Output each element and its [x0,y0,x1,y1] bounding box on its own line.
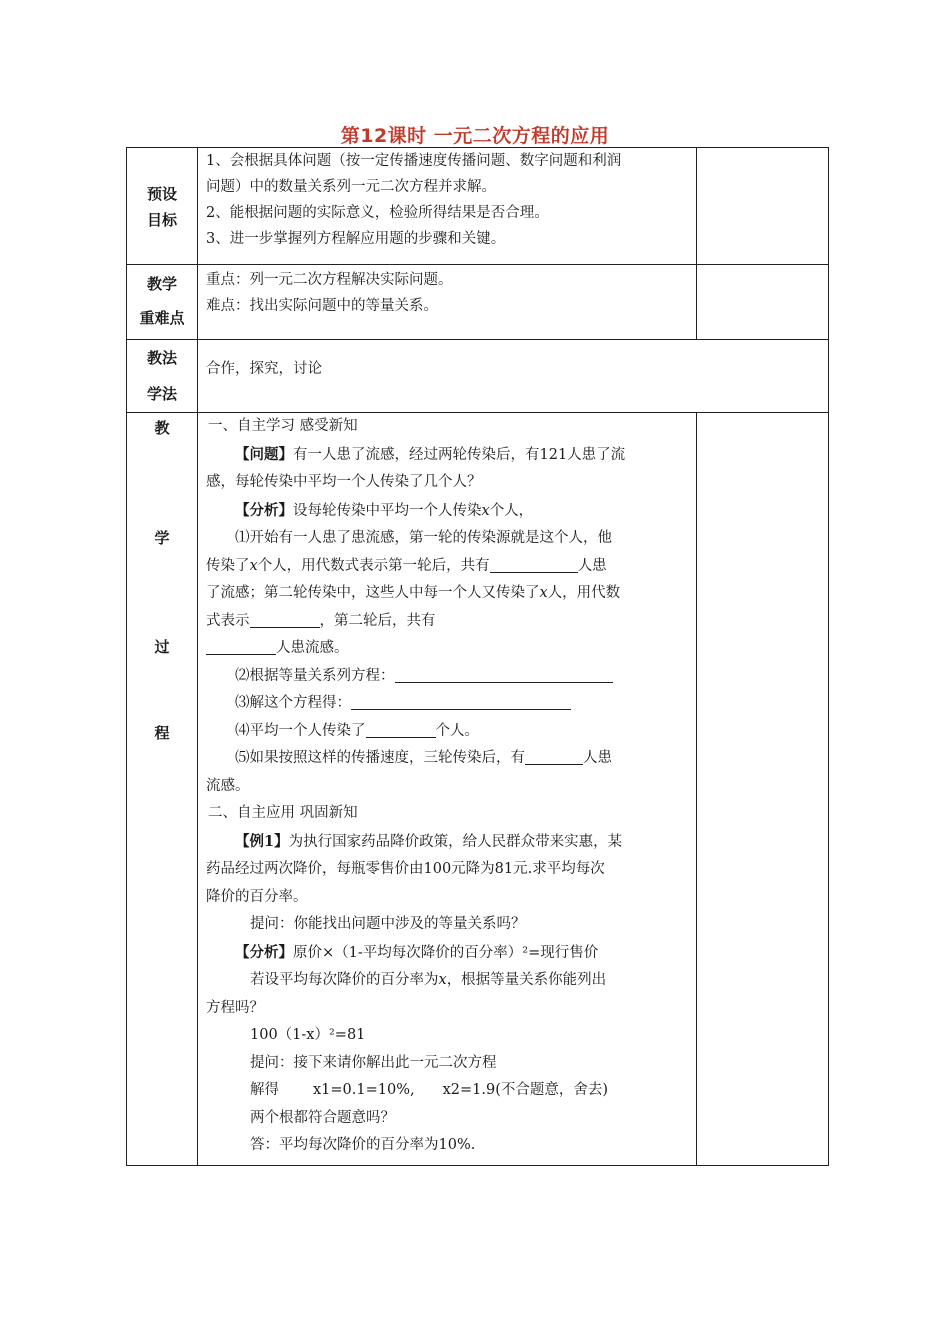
q1-line-1: ⑴开始有一人患了患流感，第一轮的传染源就是这个人，他 [235,530,612,546]
q3-text: ⑶解这个方程得： [235,695,351,711]
q1-e: 人患流感。 [276,640,349,656]
q2-text: ⑵根据等量关系列方程： [235,667,395,684]
methods-text: 合作，探究，讨论 [206,361,322,377]
example-analysis [206,939,686,968]
blank-third-round[interactable] [525,746,583,765]
q1-b1: 传染了 [206,557,250,574]
q5-line-2: 流感。 [206,777,250,794]
q3-line [206,690,686,718]
methods-row [127,340,829,413]
q1-line-2 [206,553,686,581]
example-line-1 [206,828,686,857]
analysis-end: 个人， [489,502,534,519]
solution-label: 解得 [250,1082,279,1098]
goals-line-2: 问题）中的数量关系列一元二次方程并求解。 [206,179,496,195]
blank-per-person[interactable] [366,719,436,738]
var-x: x [539,585,548,601]
var-x: x [481,502,490,519]
methods-label [127,340,198,413]
analysis-text: 设每轮传染中平均一个人传染 [293,502,482,519]
goals-content [198,148,697,265]
process-label-4: 程 [154,723,170,742]
keys-label-2: 重难点 [139,309,185,327]
problem-text-a: 有一人患了流感，经过两轮传染后，有121人患了流 [293,446,626,463]
problem-line-2: 感，每轮传染中平均一个人传染了几个人？ [206,474,482,490]
set-b: ，根据等量关系你能列出 [446,972,607,988]
process-row [127,413,829,1166]
goals-label-2: 目标 [146,211,177,229]
q5-a: ⑸如果按照这样的传播速度，三轮传染后，有 [235,750,525,766]
page-title: 第12课时 一元二次方程的应用 [340,125,610,147]
blank-solution[interactable] [351,691,571,710]
process-notes [697,413,829,1166]
q1-d2: ，第二轮后，共有 [319,612,436,629]
q1-line-3 [206,580,686,608]
solution-x1: x1=0.1=10%, [313,1082,415,1098]
process-label [127,413,198,1166]
problem-line-1 [206,441,686,470]
goals-line-1: 1、会根据具体问题（按一定传播速度传播问题、数字问题和利润 [206,153,622,169]
problem-tag: 【问题】 [235,445,293,463]
question-1: 提问：你能找出问题中涉及的等量关系吗？ [250,916,526,932]
blank-first-round[interactable] [490,554,578,573]
answer-line: 答：平均每次降价的百分率为10%. [250,1137,476,1153]
q4-a: ⑷平均一个人传染了 [235,722,366,739]
set-line-2: 方程吗？ [206,999,264,1016]
goals-label-1: 预设 [146,185,177,203]
goals-label [127,148,198,265]
q1-d1: 式表示 [206,612,250,629]
solution-line [206,1077,686,1105]
process-label-2: 学 [154,528,170,547]
methods-content [198,340,829,413]
section-2-heading: 二、自主应用 巩固新知 [208,805,358,821]
methods-label-2: 学法 [146,385,177,403]
analysis-line [206,497,686,526]
keys-row [127,265,829,340]
blank-expression[interactable] [250,609,320,628]
q1-b2: 个人，用代数式表示第一轮后，共有 [257,557,490,574]
goals-notes [697,148,829,265]
q1-line-4 [206,608,686,636]
keys-notes [697,265,829,340]
example-line-3: 降价的百分率。 [206,888,308,905]
q1-c2: 人，用代数 [547,585,621,601]
section-1-heading: 一、自主学习 感受新知 [208,418,358,434]
example-analysis-text: 原价×（1-平均每次降价的百分率）²=现行售价 [293,944,599,961]
set-a: 若设平均每次降价的百分率为 [250,972,439,988]
example-line-2: 药品经过两次降价，每瓶零售价由100元降为81元.求平均每次 [206,861,605,877]
process-label-1: 教 [154,419,170,437]
methods-label-1: 教法 [146,349,177,367]
question-2: 提问：接下来请你解出此一元二次方程 [250,1054,497,1071]
blank-equation[interactable] [395,664,613,683]
set-line [206,967,686,995]
solution-x2: x2=1.9(不合题意，舍去) [442,1082,609,1098]
example-tag: 【例1】 [235,832,289,850]
example-analysis-tag: 【分析】 [235,943,293,961]
var-x: x [438,972,447,988]
process-content [198,413,697,1166]
difficult-point: 难点：找出实际问题中的等量关系。 [206,298,438,314]
q1-line-5 [206,635,686,663]
process-label-3: 过 [154,638,170,656]
analysis-tag: 【分析】 [235,501,293,519]
q2-line [206,663,686,691]
blank-second-round[interactable] [206,636,276,655]
key-point: 重点：列一元二次方程解决实际问题。 [206,272,453,288]
goals-row [127,148,829,265]
var-x: x [249,557,258,574]
goals-line-3: 2、能根据问题的实际意义，检验所得结果是否合理。 [206,205,549,221]
keys-label-1: 教学 [146,275,177,293]
q5-line [206,745,686,773]
equation: 100（1-x）²=81 [250,1027,366,1043]
q1-c1: 了流感；第二轮传染中，这些人中每一个人又传染了 [206,585,540,601]
keys-label [127,265,198,340]
lesson-plan-table [126,147,829,1166]
check-line: 两个根都符合题意吗？ [250,1109,395,1126]
q5-b: 人患 [583,750,612,766]
q4-line [206,718,686,746]
example-text-a: 为执行国家药品降价政策，给人民群众带来实惠，某 [288,833,623,850]
q1-b3: 人患 [577,557,607,574]
q4-b: 个人。 [435,722,479,739]
goals-line-4: 3、进一步掌握列方程解应用题的步骤和关键。 [206,231,506,247]
keys-content [198,265,697,340]
